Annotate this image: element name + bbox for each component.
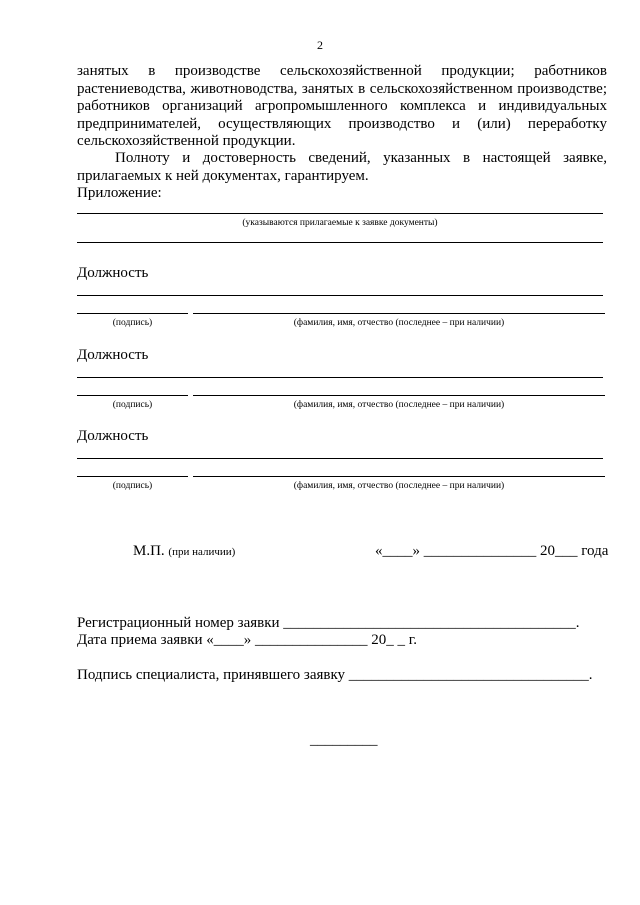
position-label: Должность [77,428,149,444]
stamp-hint: (при наличии) [168,546,236,558]
signature-hint: (подпись) [112,481,153,491]
paragraph-guarantee: Полноту и достоверность сведений, указанных в настоящей заявке, прилагаемых к ней документах, гарантируем. [77,150,607,184]
full-name-hint: (фамилия, имя, отчество (последнее – при наличии) [293,400,505,410]
signature-hint: (подпись) [112,400,153,410]
position-label: Должность [77,347,149,363]
signature-hint: (подпись) [112,318,153,328]
stamp-label: М.П. [133,543,165,559]
specialist-signature-field[interactable]: Подпись специалиста, принявшего заявку ________________________________. [77,667,593,683]
paragraph-continuation: занятых в производстве сельскохозяйственной продукции; работников растениеводства, животноводства, занятых в сельскохозяйственном производстве; работников организаций агропромышленного комплекса и индивидуальных предпринимателей, осуществляющих производство и (или) переработку сельскохозяйственной продукции. [77,63,607,150]
stamp-row [133,543,235,561]
signature-line[interactable] [77,313,188,314]
full-name-line[interactable] [193,395,605,396]
attachment-hint: (указываются прилагаемые к заявке документы) [242,218,438,228]
signature-line[interactable] [77,395,188,396]
position-label: Должность [77,265,149,281]
date-field[interactable]: «____» _______________ 20___ года [375,543,609,559]
receipt-date-field[interactable]: Дата приема заявки «____» _______________ 20_ _ г. [77,632,417,648]
position-line[interactable] [77,295,603,296]
page-number: 2 [317,38,323,52]
position-line[interactable] [77,377,603,378]
full-name-hint: (фамилия, имя, отчество (последнее – при наличии) [293,318,505,328]
position-line[interactable] [77,458,603,459]
full-name-hint: (фамилия, имя, отчество (последнее – при наличии) [293,481,505,491]
registration-number-field[interactable]: Регистрационный номер заявки _______________________________________. [77,615,580,631]
attachment-line-2[interactable] [77,242,603,243]
attachment-label: Приложение: [77,185,162,201]
full-name-line[interactable] [193,476,605,477]
end-mark: _________ [310,732,378,748]
attachment-line-1[interactable] [77,213,603,214]
signature-line[interactable] [77,476,188,477]
full-name-line[interactable] [193,313,605,314]
